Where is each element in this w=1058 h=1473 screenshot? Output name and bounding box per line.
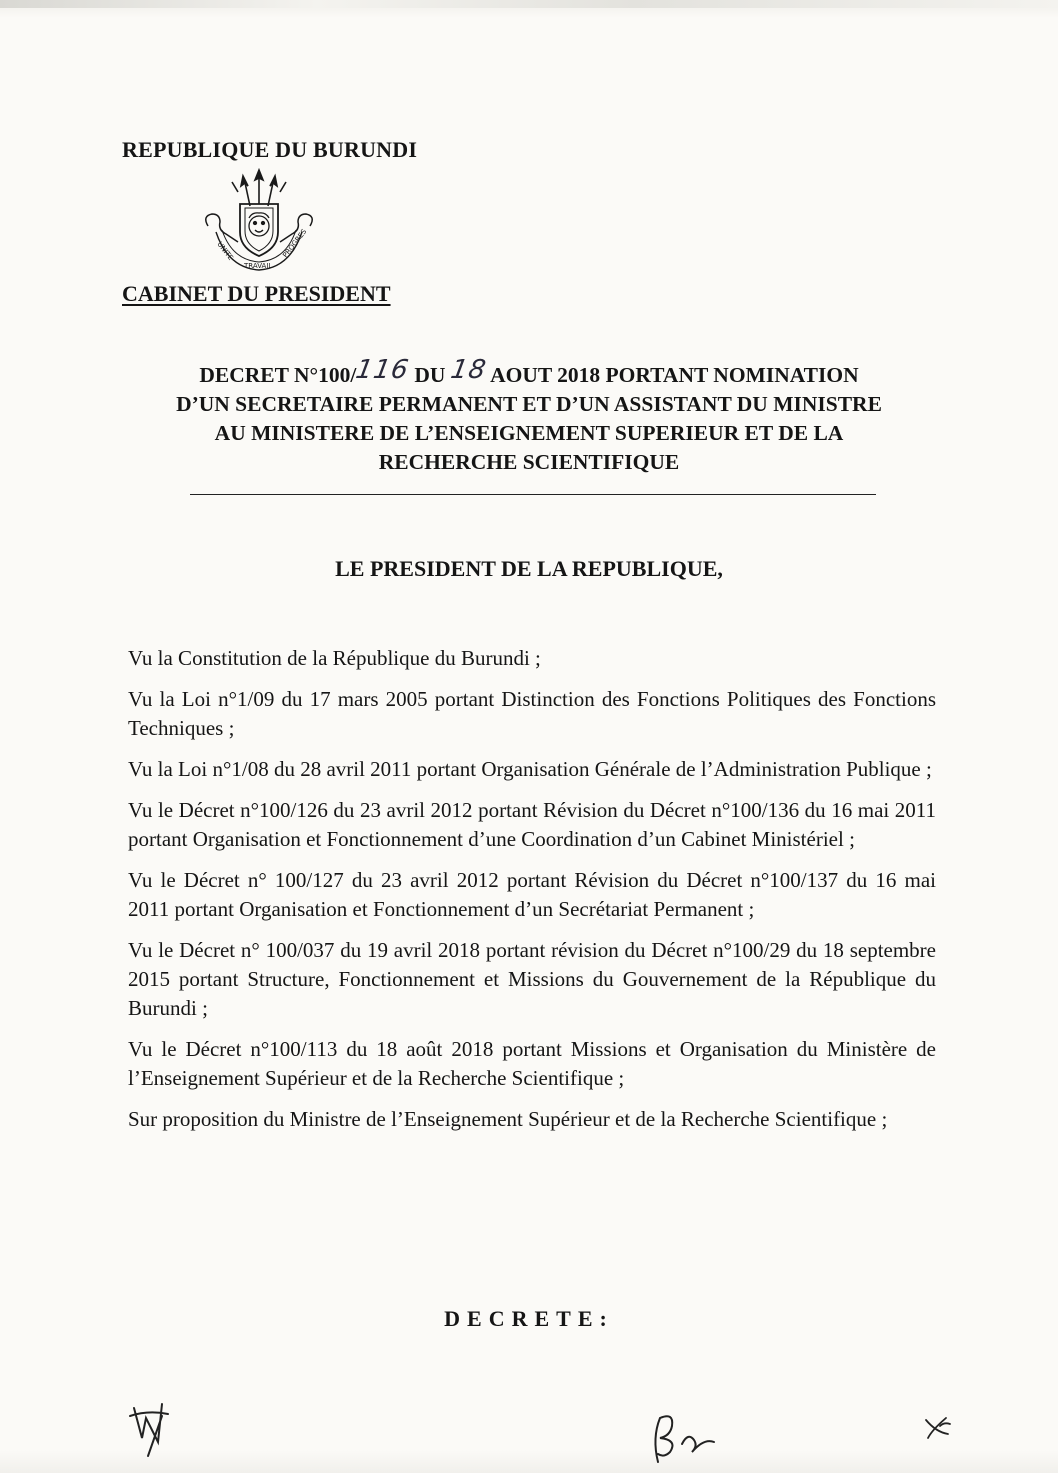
motto-travail: TRAVAIL	[244, 262, 273, 270]
handwritten-initial-icon	[648, 1408, 720, 1466]
decree-title-line-3: AU MINISTERE DE L’ENSEIGNEMENT SUPERIEUR ET DE LA	[214, 421, 844, 445]
lion-head-icon	[249, 213, 269, 236]
decree-number-prefix: DECRET N°100/	[199, 363, 357, 387]
coat-of-arms-emblem	[198, 168, 320, 278]
decree-title-line-1	[118, 355, 940, 390]
preamble-paragraph: Vu le Décret n° 100/127 du 23 avril 2012 portant Révision du Décret n°100/137 du 16 mai 2011 portant Organisation et Fonctionnement d’un Secrétariat Permanent ;	[128, 868, 936, 921]
preamble-paragraph: Vu le Décret n°100/113 du 18 août 2018 portant Missions et Organisation du Ministère de l’Enseignement Supérieur et de la Recherche Scientifique ;	[128, 1037, 936, 1090]
decree-title	[118, 355, 940, 477]
handwritten-decree-number: 116	[353, 355, 412, 385]
ribbon-left-icon	[206, 214, 238, 242]
preamble-paragraph: Vu le Décret n°100/126 du 23 avril 2012 portant Révision du Décret n°100/136 du 16 mai 2011 portant Organisation et Fonctionnement d’une Coordination d’un Cabinet Ministériel ;	[128, 798, 936, 851]
motto-progres: PROGRES	[281, 227, 309, 260]
preamble-paragraph: Vu le Décret n° 100/037 du 19 avril 2018 portant révision du Décret n°100/29 du 18 septembre 2015 portant Structure, Fonctionnement et Missions du Gouvernement de la République du Burundi ;	[128, 938, 936, 1020]
title-divider	[190, 494, 876, 495]
preamble-paragraph: Vu la Loi n°1/08 du 28 avril 2011 portant Organisation Générale de l’Administration Publique ;	[128, 757, 932, 781]
decree-title-line-4: RECHERCHE SCIENTIFIQUE	[378, 450, 680, 474]
decree-title-line-2: D’UN SECRETAIRE PERMANENT ET D’UN ASSISTANT DU MINISTRE	[176, 392, 882, 416]
handwritten-initial-icon	[920, 1412, 956, 1442]
country-heading: REPUBLIQUE DU BURUNDI	[122, 137, 418, 162]
spears-icon	[232, 170, 286, 206]
handwritten-initial-icon	[128, 1398, 188, 1460]
scan-edge	[0, 0, 1058, 8]
preamble	[128, 644, 936, 1146]
decree-du: DU	[414, 363, 446, 387]
preamble-paragraph: Vu la Loi n°1/09 du 17 mars 2005 portant Distinction des Fonctions Politiques des Fonctions Techniques ;	[128, 687, 936, 740]
president-heading: LE PRESIDENT DE LA REPUBLIQUE,	[335, 556, 723, 581]
decrete-heading: DECRETE:	[444, 1306, 614, 1331]
cabinet-heading: CABINET DU PRESIDENT	[122, 281, 391, 306]
decree-title-line-1-rest: AOUT 2018 PORTANT NOMINATION	[490, 363, 859, 387]
preamble-paragraph: Vu la Constitution de la République du Burundi ;	[128, 646, 541, 670]
shield-icon	[240, 204, 278, 256]
handwritten-decree-day: 18	[448, 355, 489, 385]
motto-unite: UNITE	[215, 240, 235, 262]
preamble-paragraph: Sur proposition du Ministre de l’Enseignement Supérieur et de la Recherche Scientifique ;	[128, 1107, 888, 1131]
